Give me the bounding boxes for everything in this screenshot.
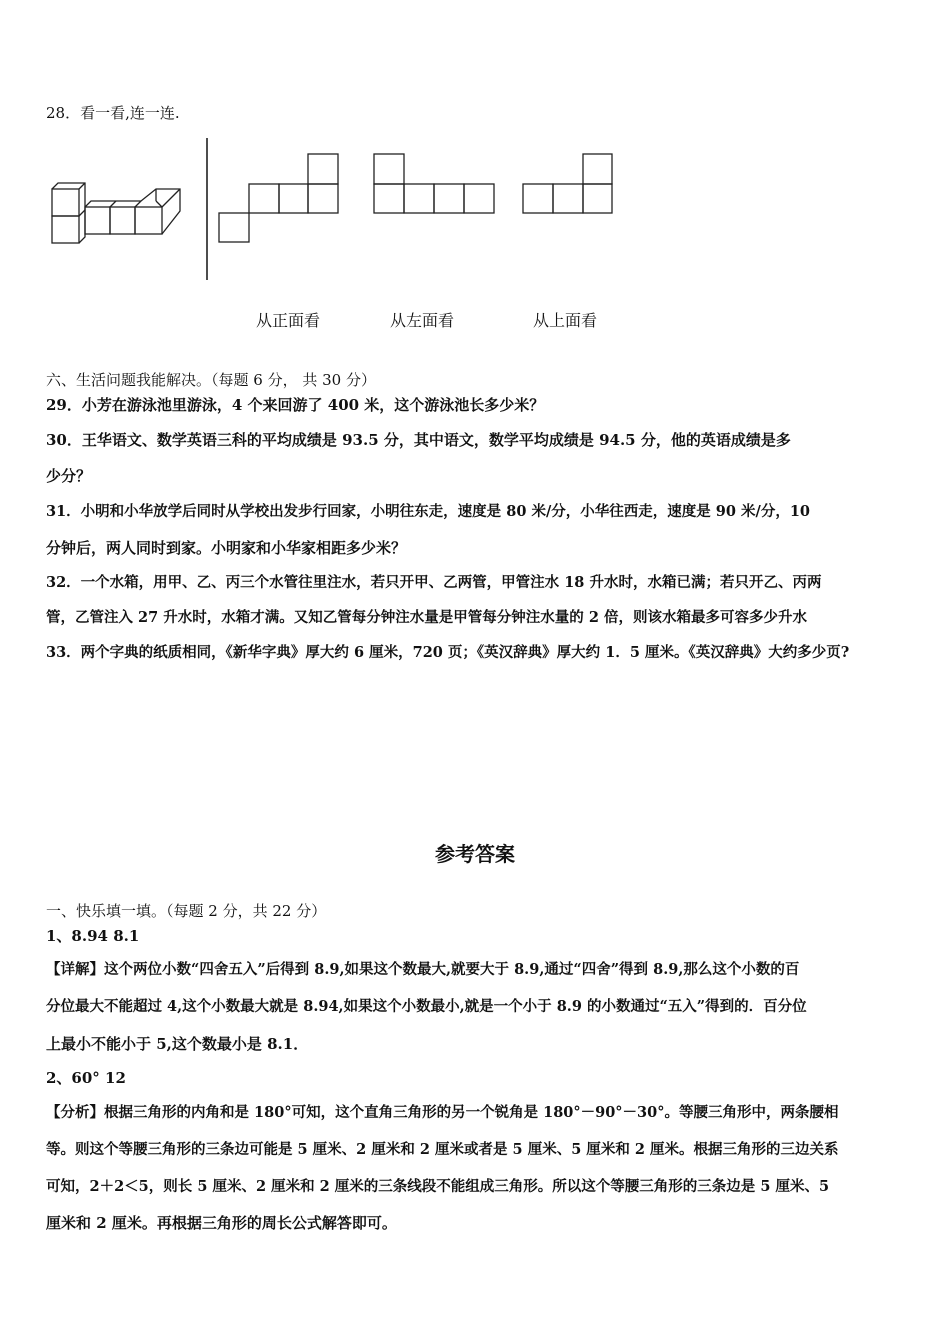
- q28-figure: [0, 0, 950, 300]
- question-30-line-1: 30．王华语文、数学英语三科的平均成绩是 93.5 分，其中语文，数学平均成绩是 94.5 分，他的英语成绩是多: [46, 431, 791, 449]
- answer-2-detail-line-3: 可知，2＋2＜5，则长 5 厘米、2 厘米和 2 厘米的三条线段不能组成三角形。所以这个等腰三角形的三条边是 5 厘米、5: [46, 1178, 830, 1195]
- question-28: 28．看一看,连一连.: [46, 104, 180, 122]
- question-33: 33．两个字典的纸质相同，《新华字典》厚大约 6 厘米，720 页；《英汉辞典》厚大约 1．5 厘米。《英汉辞典》大约多少页?: [46, 644, 850, 661]
- view-shape-3: [523, 154, 612, 213]
- section-6-heading: 六、生活问题我能解决。（每题 6 分， 共 30 分）: [46, 371, 376, 389]
- answer-1-detail-line-3: 上最小不能小于 5,这个数最小是 8.1．: [46, 1035, 309, 1053]
- view-label-top: 从上面看: [533, 311, 598, 330]
- question-32-line-1: 32．一个水箱，用甲、乙、丙三个水管往里注水，若只开甲、乙两管，甲管注水 18 升水时，水箱已满；若只开乙、丙两: [46, 574, 822, 591]
- view-shape-1: [219, 154, 338, 242]
- answer-2-detail-line-2: 等。则这个等腰三角形的三条边可能是 5 厘米、2 厘米和 2 厘米或者是 5 厘米、5 厘米和 2 厘米。根据三角形的三边关系: [46, 1141, 839, 1158]
- question-31-line-1: 31．小明和小华放学后同时从学校出发步行回家，小明往东走，速度是 80 米/分，小华往西走，速度是 90 米/分，10: [46, 503, 810, 520]
- cube-solid-drawing: [52, 183, 180, 243]
- answer-1: 1、8.94 8.1: [46, 927, 140, 945]
- view-label-front: 从正面看: [256, 311, 321, 330]
- view-label-left: 从左面看: [390, 311, 455, 330]
- answer-2-detail-line-1: 【分析】根据三角形的内角和是 180°可知，这个直角三角形的另一个锐角是 180°－90°－30°。等腰三角形中，两条腰相: [46, 1104, 839, 1121]
- question-32-line-2: 管，乙管注入 27 升水时，水箱才满。又知乙管每分钟注水量是甲管每分钟注水量的 2 倍，则该水箱最多可容多少升水: [46, 609, 807, 626]
- answers-title: 参考答案: [435, 842, 515, 866]
- question-29: 29．小芳在游泳池里游泳，4 个来回游了 400 米，这个游泳池长多少米？: [46, 396, 545, 414]
- question-30-line-2: 少分？: [46, 467, 92, 485]
- answers-section-1-heading: 一、快乐填一填。（每题 2 分，共 22 分）: [46, 902, 327, 920]
- answer-1-detail-line-1: 【详解】这个两位小数“四舍五入”后得到 8.9,如果这个数最大,就要大于 8.9,通过“四舍”得到 8.9,那么这个小数的百: [46, 961, 800, 978]
- view-shape-2: [374, 154, 494, 213]
- answer-2-detail-line-4: 厘米和 2 厘米。再根据三角形的周长公式解答即可。: [46, 1214, 397, 1232]
- answer-2: 2、60° 12: [46, 1069, 126, 1087]
- question-31-line-2: 分钟后，两人同时到家。小明家和小华家相距多少米？: [46, 539, 407, 557]
- answer-1-detail-line-2: 分位最大不能超过 4,这个小数最大就是 8.94,如果这个小数最小,就是一个小于 8.9 的小数通过“五入”得到的．百分位: [46, 998, 807, 1015]
